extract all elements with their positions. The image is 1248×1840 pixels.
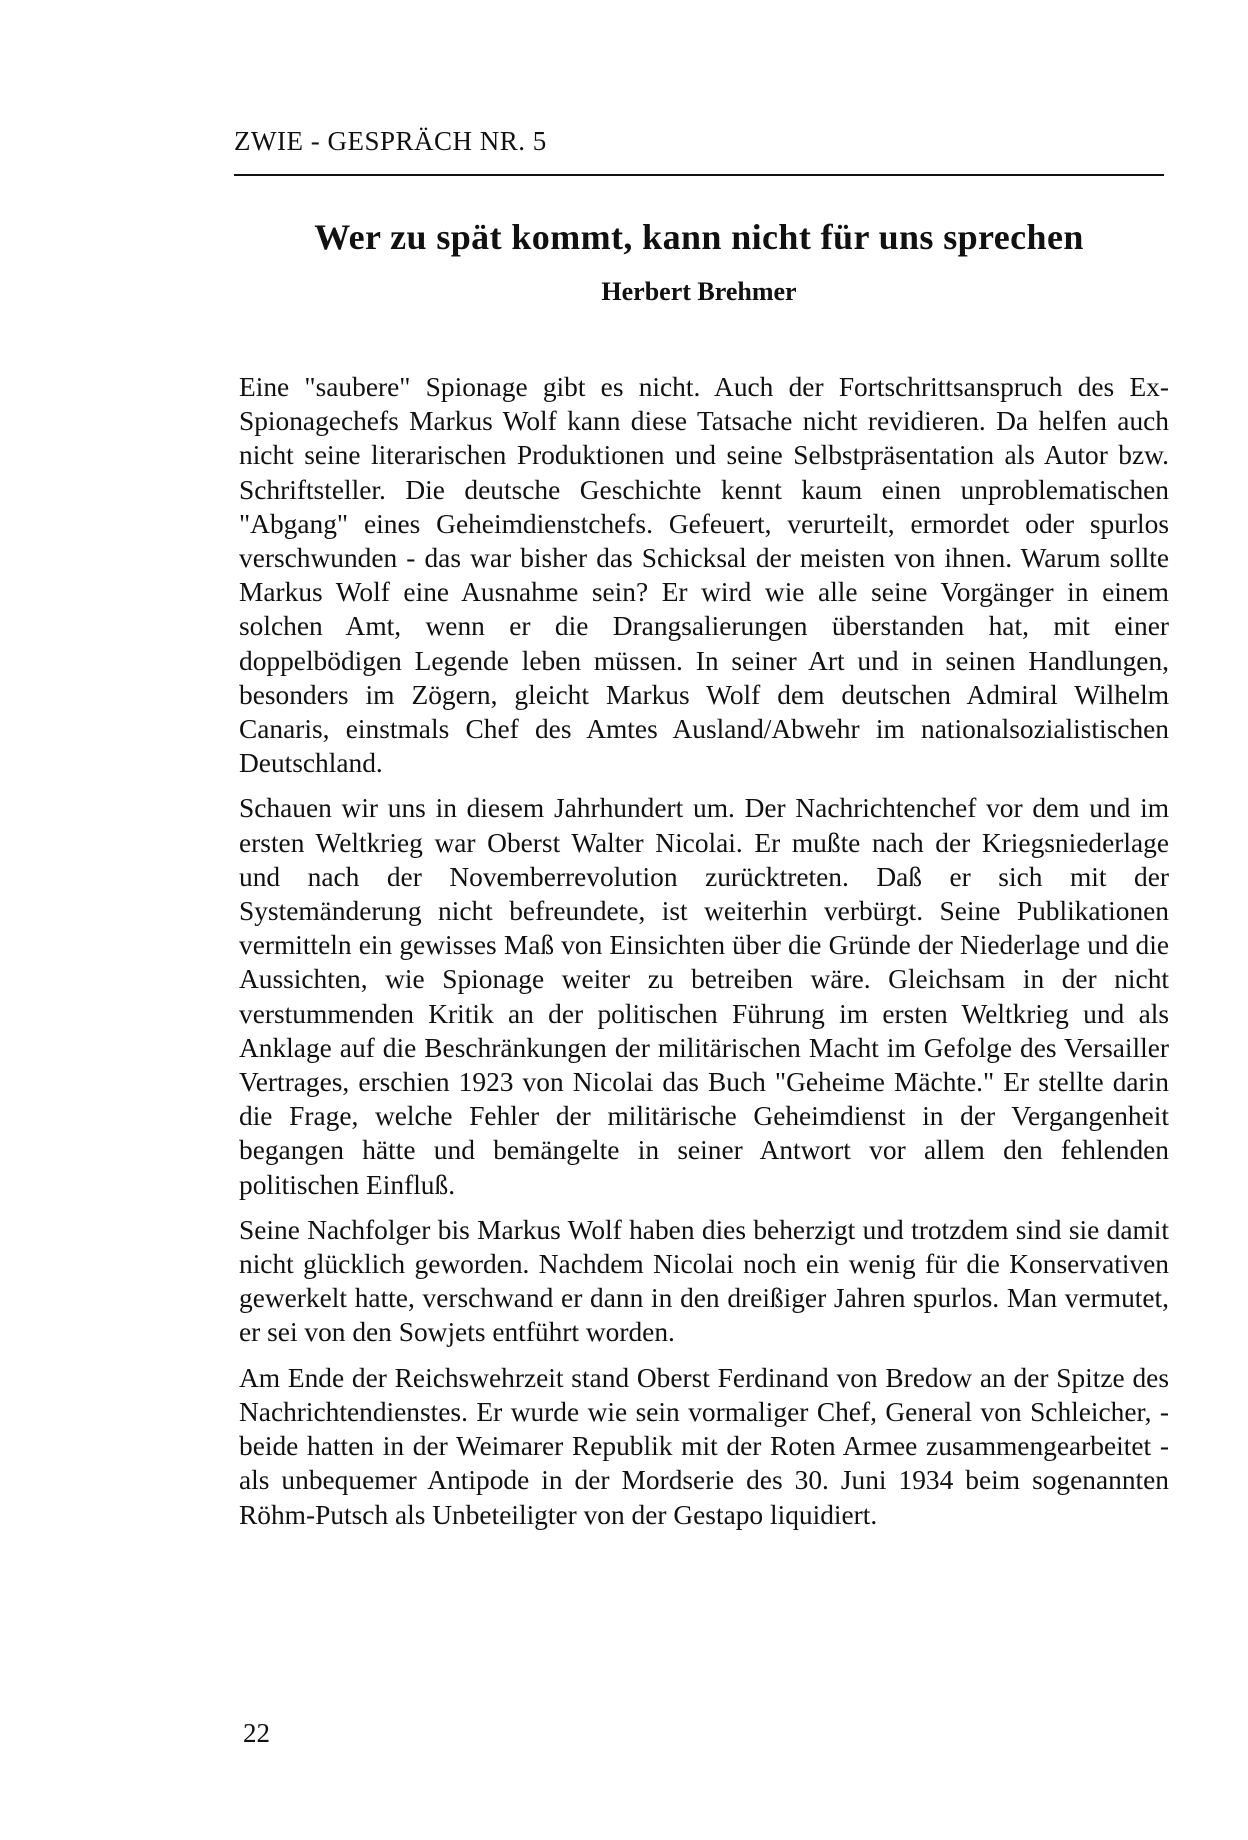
article-title: Wer zu spät kommt, kann nicht für uns sprechen [314,217,1084,257]
page-number: 22 [243,1718,270,1748]
paragraph: Eine "saubere" Spionage gibt es nicht. Auch der Fortschrittsanspruch des Ex-Spionagechefs Markus Wolf kann diese Tatsache nicht revidieren. Da helfen auch nicht seine literarischen Produktionen und seine Selbstpräsentation als Autor bzw. Schriftsteller. Die deutsche Geschichte kennt kaum einen unproblematischen "Abgang" eines Geheimdienstchefs. Gefeuert, verurteilt, ermordet oder spurlos verschwunden - das war bisher das Schicksal der meisten von ihnen. Warum sollte Markus Wolf eine Ausnahme sein? Er wird wie alle seine Vorgänger in einem solchen Amt, wenn er die Drangsalierungen überstanden hat, mit einer doppelbödigen Legende leben müssen. In seiner Art und in seinen Handlungen, besonders im Zögern, gleicht Markus Wolf dem deutschen Admiral Wilhelm Canaris, einstmals Chef des Amtes Ausland/Abwehr im nationalsozialistischen Deutschland. [239,372,1169,779]
article-author: Herbert Brehmer [601,277,797,306]
paragraph: Seine Nachfolger bis Markus Wolf haben dies beherzigt und trotzdem sind sie damit nicht glücklich geworden. Nachdem Nicolai noch ein wenig für die Konservativen gewerkelt hatte, verschwand er dann in den dreißiger Jahren spurlos. Man vermutet, er sei von den Sowjets entführt worden. [239,1214,1169,1348]
paragraph: Am Ende der Reichswehrzeit stand Oberst Ferdinand von Bredow an der Spitze des Nachrichtendienstes. Er wurde wie sein vormaliger Chef, General von Schleicher, - beide hatten in der Weimarer Republik mit der Roten Armee zusammengearbeitet - als unbequemer Antipode in der Mordserie des 30. Juni 1934 beim sogenannten Röhm-Putsch als Unbeteiligter von der Gestapo liquidiert. [239,1362,1169,1530]
running-head: ZWIE - GESPRÄCH NR. 5 [234,126,547,156]
article-body [239,370,1169,1543]
paragraph: Schauen wir uns in diesem Jahrhundert um. Der Nachrichtenchef vor dem und im ersten Weltkrieg war Oberst Walter Nicolai. Er mußte nach der Kriegsniederlage und nach der Novemberrevolution zurücktreten. Daß er sich mit der Systemänderung nicht befreundete, ist weiterhin verbürgt. Seine Publikationen vermitteln ein gewisses Maß von Einsichten über die Gründe der Niederlage und die Aussichten, wie Spionage weiter zu betreiben wäre. Gleichsam in der nicht verstummenden Kritik an der politischen Führung im ersten Weltkrieg und als Anklage auf die Beschränkungen der militärischen Macht im Gefolge des Versailler Vertrages, erschien 1923 von Nicolai das Buch "Geheime Mächte." Er stellte darin die Frage, welche Fehler der militärische Geheimdienst in der Vergangenheit begangen hätte und bemängelte in seiner Antwort vor allem den fehlenden politischen Einfluß. [239,793,1169,1200]
header-rule [234,174,1164,176]
